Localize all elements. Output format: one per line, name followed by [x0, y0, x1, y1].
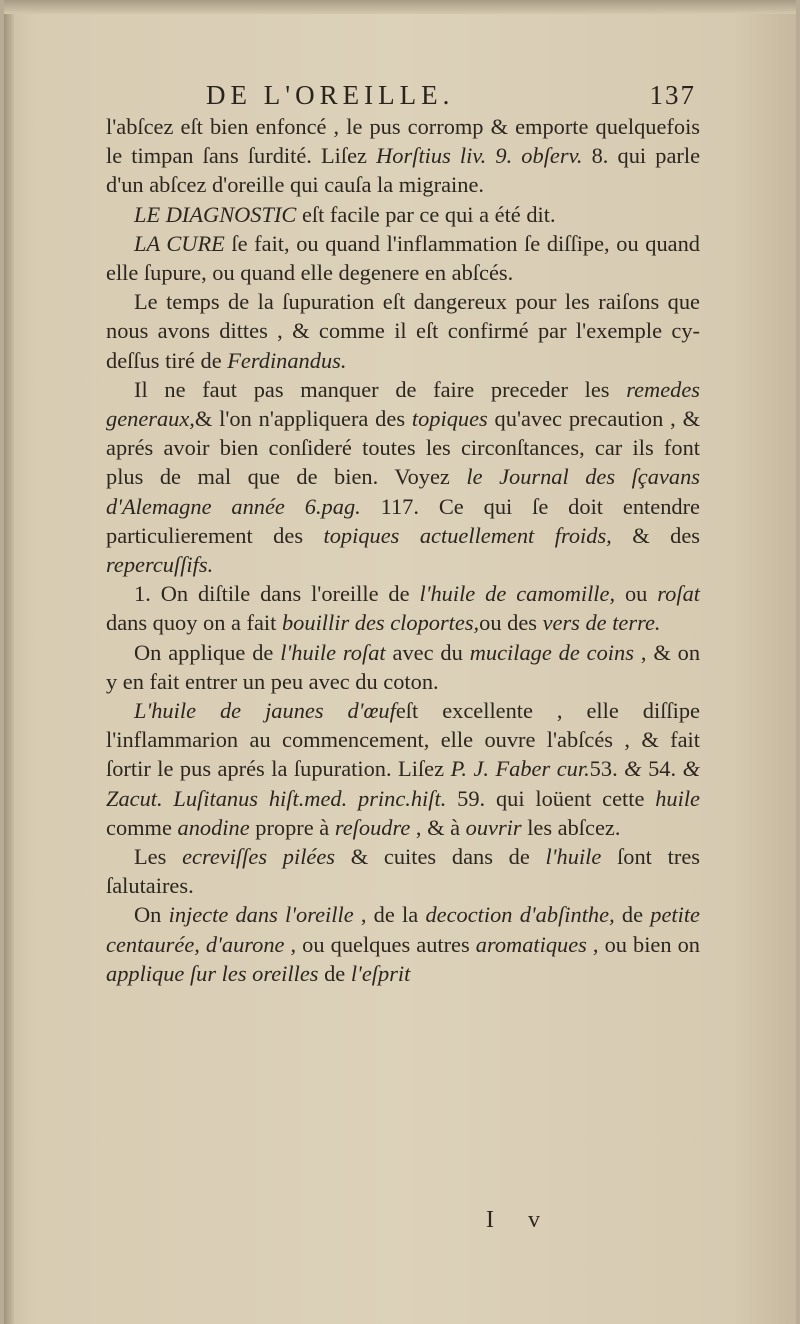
- text-segment: , ou quelques autres: [284, 931, 476, 957]
- text-segment: Le temps de la ſupuration eſt dangereux pour les raiſons que nous avons dittes , & comme il eſt confirmé par l'exemple cy-deſſus tiré de: [106, 289, 700, 373]
- paragraph: [106, 200, 700, 229]
- paragraph: [106, 112, 700, 200]
- italic-text: injecte dans l'oreille: [168, 902, 354, 928]
- text-segment: ou des: [479, 610, 543, 636]
- italic-text: topiques: [411, 406, 488, 432]
- italic-text: ouvrir: [465, 814, 522, 840]
- text-segment: avec du: [385, 639, 470, 665]
- italic-text: roſat: [657, 581, 700, 607]
- text-segment: , & à: [410, 814, 466, 840]
- text-segment: , ou bien on: [586, 931, 700, 957]
- italic-text: LA CURE: [134, 230, 225, 256]
- italic-text: remedes generaux,: [106, 376, 700, 432]
- italic-text: LE DIAGNOSTIC: [134, 201, 297, 227]
- italic-text: P. J. Faber cur.: [450, 756, 590, 782]
- paragraph: [106, 229, 700, 287]
- text-segment: les abſcez.: [521, 814, 621, 840]
- italic-text: & Zacut. Luſitanus hiſt.med. princ.hiſt.: [106, 756, 701, 811]
- text-segment: On: [134, 902, 169, 928]
- signature-mark: I v: [486, 1207, 554, 1233]
- italic-text: repercuſſifs.: [106, 552, 214, 578]
- paragraph: [106, 842, 700, 900]
- text-segment: l'abſcez eſt bien enfoncé , le pus corromp & emporte quelquefois le timpan ſans ſurdité. Liſez: [106, 114, 700, 169]
- italic-text: aromatiques: [475, 931, 587, 957]
- text-segment: 53.: [589, 756, 625, 782]
- text-segment: & des: [611, 522, 700, 548]
- text-segment: dans quoy on a fait: [106, 610, 282, 636]
- text-segment: 59. qui loüent cette: [446, 785, 656, 811]
- italic-text: &: [624, 756, 642, 782]
- text-segment: ſont tres ſalutaires.: [106, 844, 700, 899]
- italic-text: anodine: [177, 814, 250, 840]
- italic-text: Horſtius liv. 9. obſerv.: [376, 143, 583, 169]
- paragraph: [106, 375, 700, 579]
- book-page: [4, 0, 796, 1324]
- italic-text: L'huile de jaunes d'œuf: [134, 698, 396, 724]
- text-segment: comme: [106, 814, 178, 840]
- italic-text: bouillir des cloportes,: [281, 610, 480, 636]
- text-segment: ſe fait, ou quand l'inflammation ſe diſſipe, ou quand elle ſupure, ou quand elle degenere en abſcés.: [106, 230, 700, 286]
- text-segment: Les: [134, 844, 183, 870]
- text-segment: Il ne faut pas manquer de faire preceder les: [134, 376, 627, 402]
- italic-text: l'huile de camomille,: [419, 581, 616, 607]
- text-segment: eſt excellente , elle diſſipe l'inflammarion au commencement, elle ouvre l'abſcés , & fait ſortir le pus aprés la ſupuration. Liſez: [106, 698, 700, 782]
- italic-text: topiques actuellement froids,: [323, 522, 612, 548]
- paragraph: [106, 638, 700, 696]
- italic-text: vers de terre.: [542, 610, 661, 636]
- text-segment: , de la: [353, 902, 426, 928]
- paragraph: [106, 287, 700, 375]
- text-segment: 1. On diſtile dans l'oreille de: [134, 581, 420, 607]
- text-segment: 8. qui parle d'un abſcez d'oreille qui cauſa la migraine.: [106, 143, 701, 198]
- text-segment: propre à: [249, 814, 335, 840]
- paragraph: [106, 696, 700, 842]
- italic-text: ecreviſſes pilées: [182, 844, 335, 870]
- text-segment: de: [614, 902, 651, 928]
- running-title: DE L'OREILLE.: [206, 80, 455, 110]
- italic-text: applique ſur les oreilles: [106, 960, 319, 986]
- italic-text: l'eſprit: [350, 960, 411, 986]
- text-segment: 117. Ce qui ſe doit entendre particulierement des: [106, 493, 700, 548]
- body-text: [106, 112, 700, 988]
- text-segment: , & on y en fait entrer un peu avec du coton.: [106, 639, 701, 694]
- text-segment: & l'on n'appliquera des: [194, 406, 412, 432]
- text-segment: qu'avec precaution , & aprés avoir bien conſideré toutes les circonſtances, car ils font plus de mal que de bien. Voyez: [106, 406, 700, 490]
- text-segment: 54.: [641, 756, 683, 782]
- paragraph: [106, 579, 700, 637]
- italic-text: le Journal des ſçavans d'Alemagne année 6.pag.: [106, 464, 700, 519]
- text-segment: eſt facile par ce qui a été dit.: [296, 201, 556, 227]
- text-segment: On applique de: [134, 639, 281, 665]
- italic-text: l'huile: [545, 844, 602, 870]
- italic-text: mucilage de coins: [469, 639, 634, 665]
- italic-text: Ferdinandus.: [227, 347, 347, 373]
- paragraph: [106, 900, 700, 988]
- italic-text: petite centaurée, d'aurone: [106, 902, 700, 957]
- italic-text: huile: [655, 785, 700, 811]
- page-number: 137: [649, 80, 696, 110]
- italic-text: l'huile roſat: [280, 639, 386, 665]
- text-segment: & cuites dans de: [335, 844, 546, 870]
- italic-text: decoction d'abſinthe,: [425, 902, 615, 928]
- text-segment: de: [318, 960, 351, 986]
- italic-text: reſoudre: [334, 814, 411, 840]
- text-segment: ou: [615, 581, 658, 607]
